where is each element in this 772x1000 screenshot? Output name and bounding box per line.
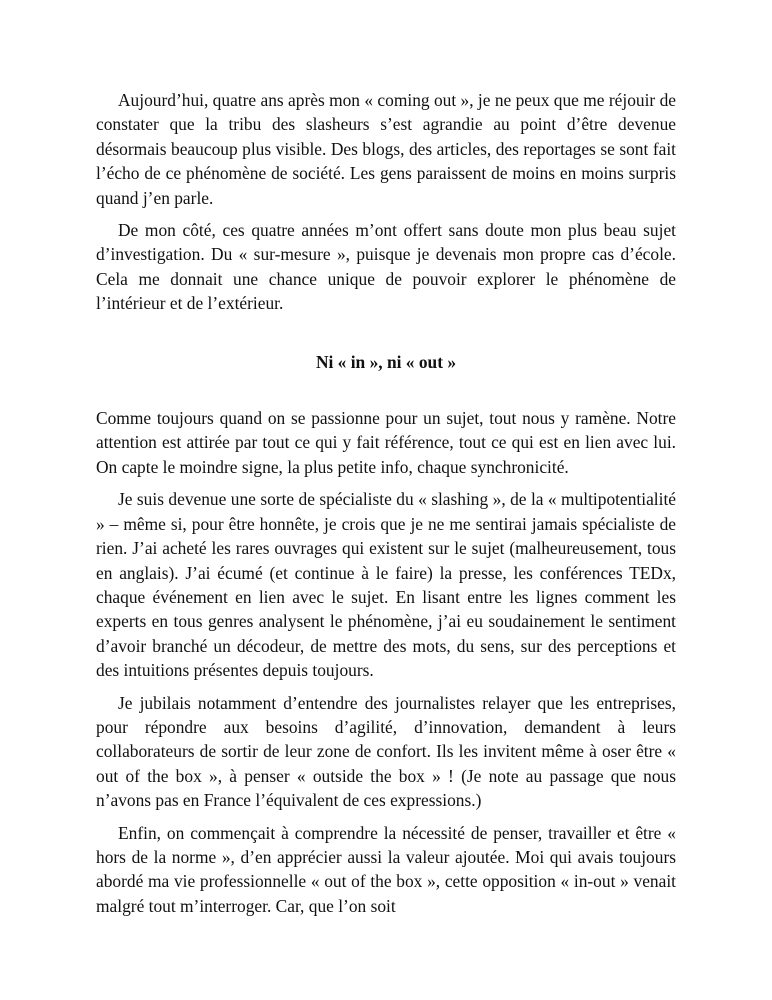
page-body: [96, 88, 676, 926]
paragraph-intro-1: Aujourd’hui, quatre ans après mon « coming out », je ne peux que me réjouir de constater que la tribu des slasheurs s’est agrandie au point d’être devenue désormais beaucoup plus visible. Des blogs, des articles, des reportages se sont fait l’écho de ce phénomène de société. Les gens paraissent de moins en moins surpris quand j’en parle.: [96, 90, 676, 208]
paragraph-section-4: Enfin, on commençait à comprendre la nécessité de penser, travailler et être « hors de la norme », d’en apprécier aussi la valeur ajoutée. Moi qui avais toujours abordé ma vie professionnelle « out of the box », cette opposition « in-out » venait malgré tout m’interroger. Car, que l’on soit: [96, 822, 676, 916]
section-heading: Ni « in », ni « out »: [315, 351, 457, 372]
paragraph-section-2: Je suis devenue une sorte de spécialiste du « slashing », de la « multipotentialité » – même si, pour être honnête, je crois que je ne me sentirai jamais spécialiste de rien. J’ai acheté les rares ouvrages qui existent sur le sujet (malheureusement, tous en anglais). J’ai écumé (et continue à le faire) la presse, les conférences TEDx, chaque événement en lien avec le sujet. En lisant entre les lignes comment les experts en tous genres analysent le phénomène, j’ai eu soudainement le sentiment d’avoir branché un décodeur, de mettre des mots, du sens, sur des perceptions et des intuitions présentes depuis toujours.: [96, 489, 676, 681]
paragraph-intro-2: De mon côté, ces quatre années m’ont offert sans doute mon plus beau sujet d’investigation. Du « sur-mesure », puisque je devenais mon propre cas d’école. Cela me donnait une chance unique de pouvoir explorer le phénomène de l’intérieur et de l’extérieur.: [96, 220, 676, 314]
paragraph-section-3: Je jubilais notamment d’entendre des journalistes relayer que les entreprises, pour répondre aux besoins d’agilité, d’innovation, demandent à leurs collaborateurs de sortir de leur zone de confort. Ils les invitent même à oser être « out of the box », à penser « outside the box » ! (Je note au passage que nous n’avons pas en France l’équivalent de ces expressions.): [96, 692, 676, 811]
paragraph-section-1: Comme toujours quand on se passionne pour un sujet, tout nous y ramène. Notre attention est attirée par tout ce qui y fait référence, tout ce qui est en lien avec lui. On capte le moindre signe, la plus petite info, chaque synchronicité.: [96, 408, 676, 477]
